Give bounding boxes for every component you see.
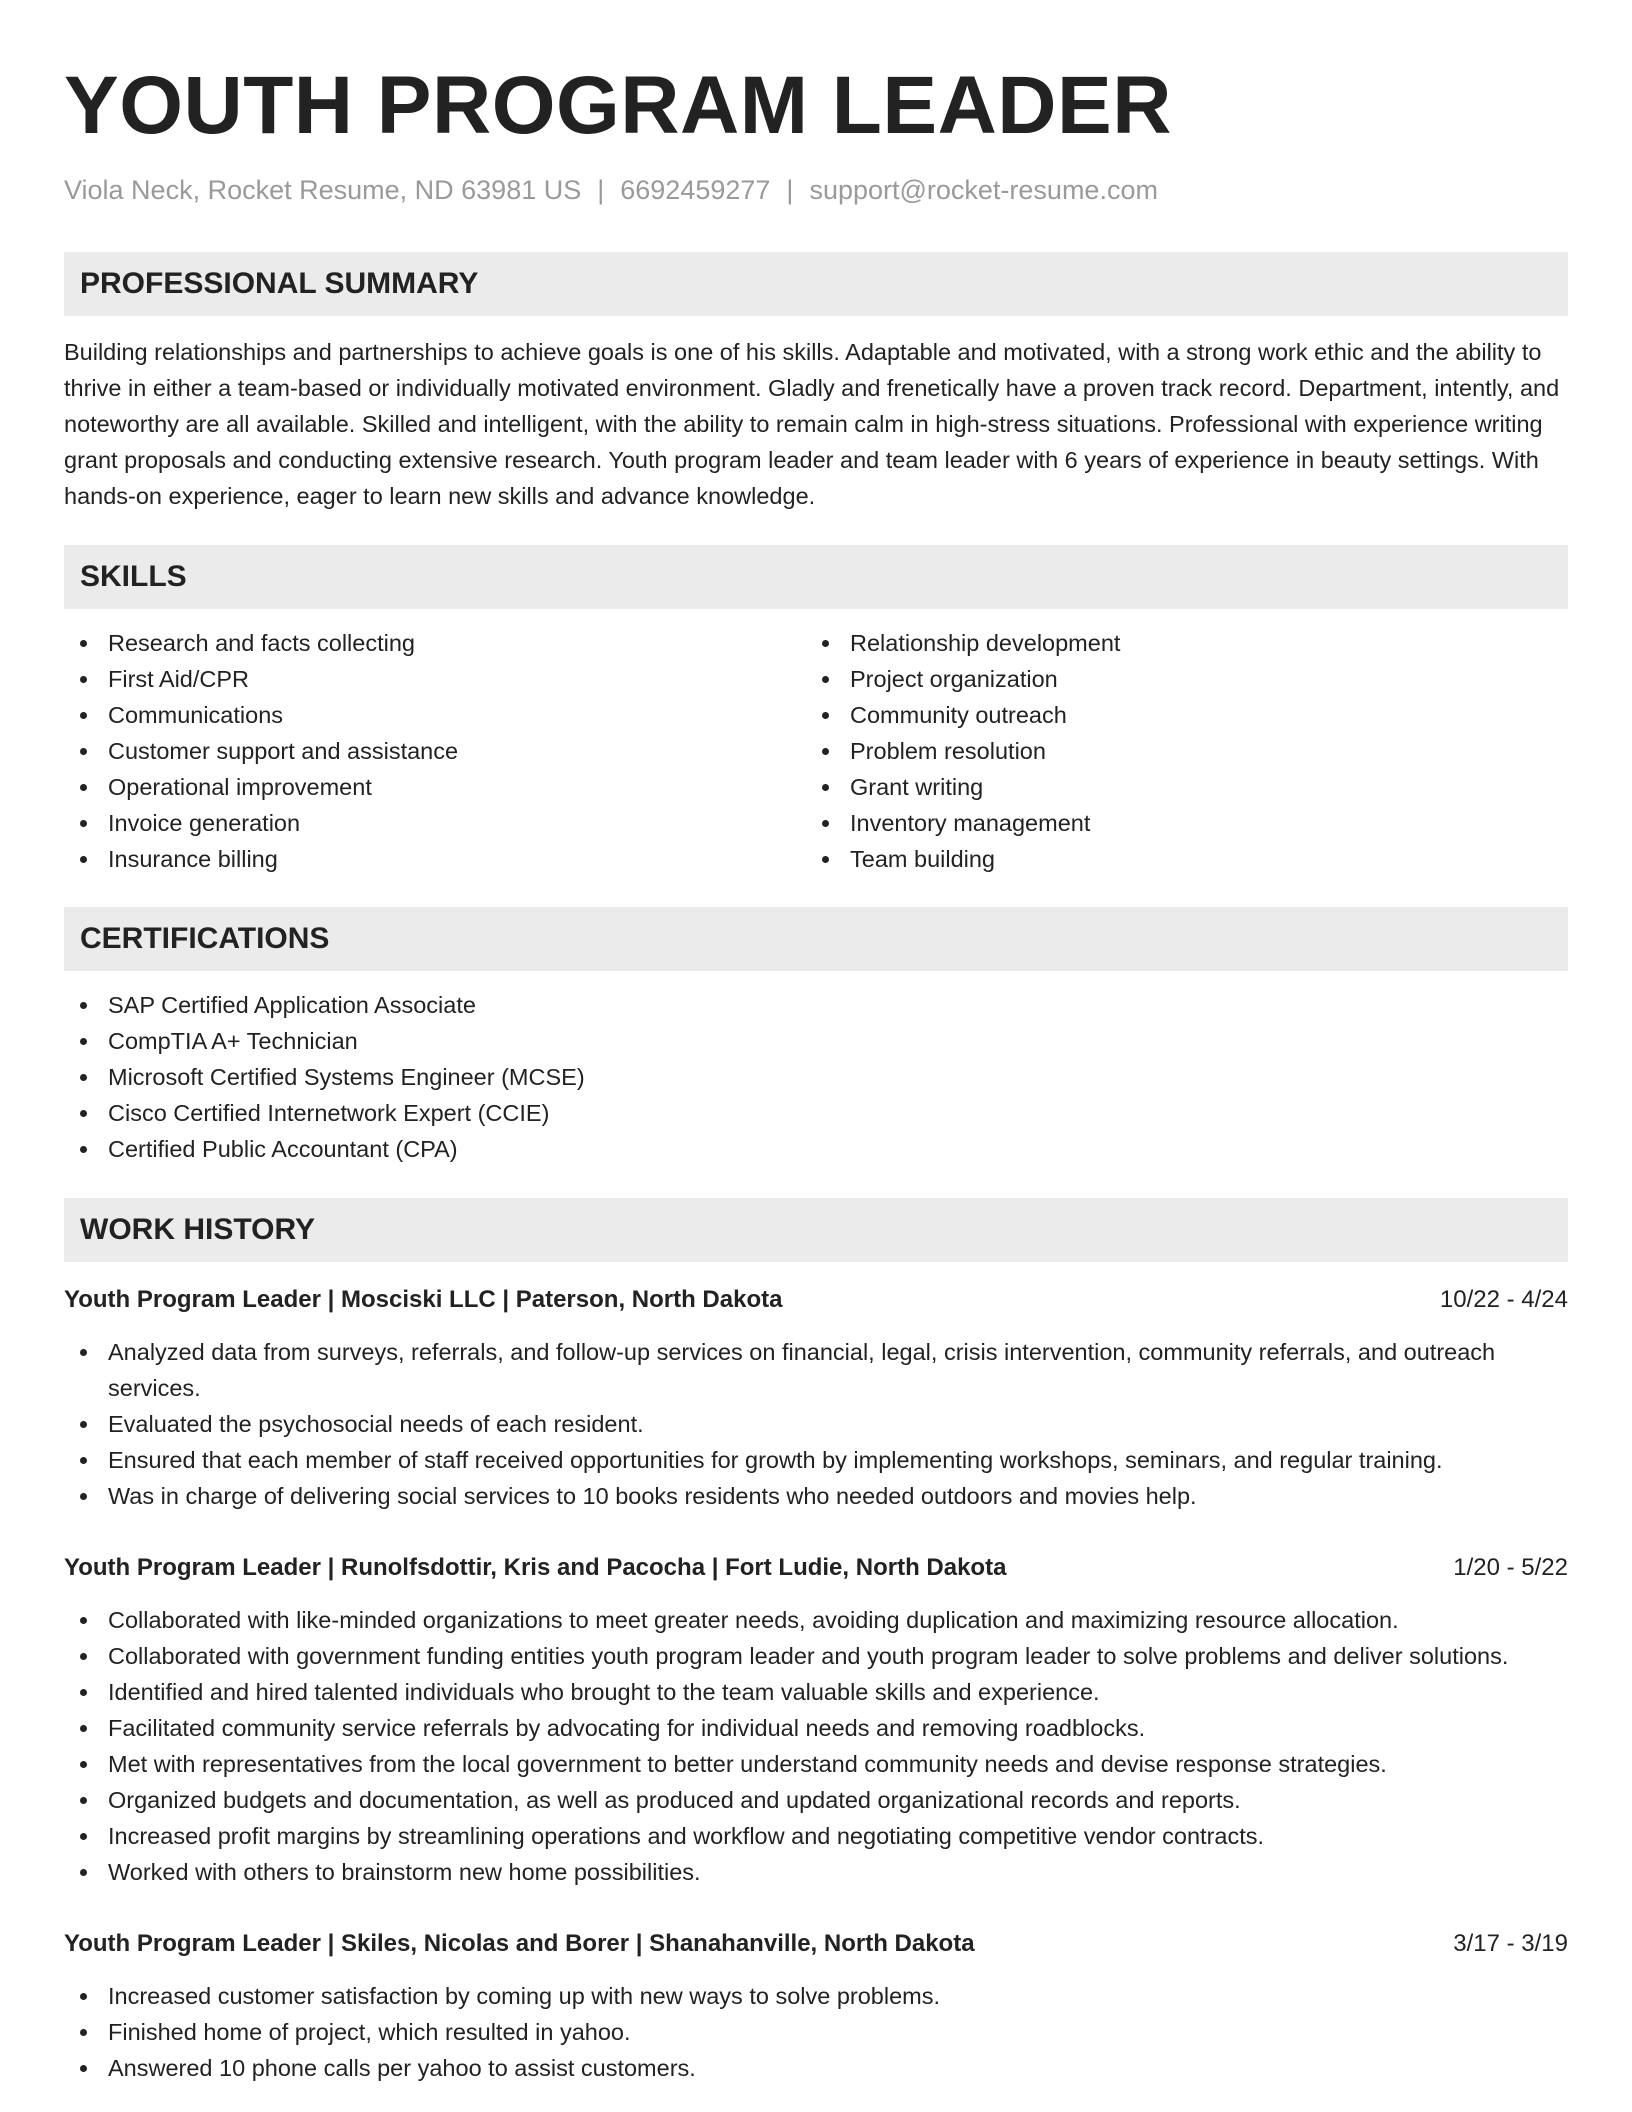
job-header [64, 1550, 1568, 1586]
job-title: Youth Program Leader | Skiles, Nicolas and Borer | Shanahanville, North Dakota [64, 1930, 975, 1957]
resume-page [64, 0, 1568, 2086]
job-bullet: Identified and hired talented individuals who brought to the team valuable skills and experience. [64, 1674, 1568, 1710]
job-bullet: Worked with others to brainstorm new home possibilities. [64, 1854, 1568, 1890]
job-entry [64, 1550, 1568, 1890]
contact-line [64, 174, 1568, 206]
section-header-certifications: CERTIFICATIONS [64, 907, 1568, 971]
skill-item: Operational improvement [64, 769, 806, 805]
skill-item: First Aid/CPR [64, 661, 806, 697]
job-bullet: Collaborated with government funding entities youth program leader and youth program leader to solve problems and deliver solutions. [64, 1638, 1568, 1674]
job-bullet: Was in charge of delivering social services to 10 books residents who needed outdoors and movies help. [64, 1478, 1568, 1514]
job-header [64, 1282, 1568, 1318]
skills-list-right [806, 625, 1548, 877]
job-bullet: Increased profit margins by streamlining operations and workflow and negotiating competitive vendor contracts. [64, 1818, 1568, 1854]
skill-item: Relationship development [806, 625, 1548, 661]
contact-separator: | [597, 175, 605, 205]
job-title: Youth Program Leader | Mosciski LLC | Paterson, North Dakota [64, 1286, 783, 1313]
job-bullet: Evaluated the psychosocial needs of each resident. [64, 1406, 1568, 1442]
certification-item: Microsoft Certified Systems Engineer (MCSE) [64, 1059, 1568, 1095]
job-dates: 10/22 - 4/24 [1439, 1286, 1568, 1313]
skill-item: Invoice generation [64, 805, 806, 841]
job-bullets [64, 1602, 1568, 1890]
section-header-work-history: WORK HISTORY [64, 1198, 1568, 1262]
job-title: Youth Program Leader | Runolfsdottir, Kris and Pacocha | Fort Ludie, North Dakota [64, 1554, 1007, 1581]
skills-list-left [64, 625, 806, 877]
job-entry [64, 1926, 1568, 2086]
job-bullet: Ensured that each member of staff received opportunities for growth by implementing workshops, seminars, and regular training. [64, 1442, 1568, 1478]
job-bullet: Facilitated community service referrals by advocating for individual needs and removing roadblocks. [64, 1710, 1568, 1746]
resume-name: YOUTH PROGRAM LEADER [64, 60, 1172, 151]
section-header-skills: SKILLS [64, 545, 1568, 609]
section-header-summary: PROFESSIONAL SUMMARY [64, 252, 1568, 316]
skill-item: Team building [806, 841, 1548, 877]
job-bullet: Collaborated with like-minded organizations to meet greater needs, avoiding duplication and maximizing resource allocation. [64, 1602, 1568, 1638]
certification-item: Cisco Certified Internetwork Expert (CCIE) [64, 1095, 1568, 1131]
summary-text: Building relationships and partnerships to achieve goals is one of his skills. Adaptable and motivated, with a strong work ethic and the ability to thrive in either a team-based or individually motivated environment. Gladly and frenetically have a proven track record. Department, intently, and noteworthy are all available. Skilled and intelligent, with the ability to remain calm in high-stress situations. Professional with experience writing grant proposals and conducting extensive research. Youth program leader and team leader with 6 years of experience in beauty settings. With hands-on experience, eager to learn new skills and advance knowledge. [64, 339, 1560, 509]
job-dates: 1/20 - 5/22 [1453, 1554, 1568, 1581]
certifications-list [64, 987, 1568, 1167]
contact-separator: | [786, 175, 794, 205]
contact-email: support@rocket-resume.com [809, 175, 1158, 205]
skill-item: Research and facts collecting [64, 625, 806, 661]
job-bullet: Finished home of project, which resulted in yahoo. [64, 2014, 1568, 2050]
skill-item: Inventory management [806, 805, 1548, 841]
job-bullets [64, 1978, 1568, 2086]
certification-item: Certified Public Accountant (CPA) [64, 1131, 1568, 1167]
contact-phone: 6692459277 [620, 175, 771, 205]
certification-item: SAP Certified Application Associate [64, 987, 1568, 1023]
skill-item: Insurance billing [64, 841, 806, 877]
certification-item: CompTIA A+ Technician [64, 1023, 1568, 1059]
job-dates: 3/17 - 3/19 [1453, 1930, 1568, 1957]
skill-item: Project organization [806, 661, 1548, 697]
skills-grid [64, 625, 1568, 877]
job-bullets [64, 1334, 1568, 1514]
skill-item: Communications [64, 697, 806, 733]
skill-item: Community outreach [806, 697, 1548, 733]
job-bullet: Analyzed data from surveys, referrals, and follow-up services on financial, legal, crisis intervention, community referrals, and outreach services. [64, 1334, 1568, 1406]
contact-address: Viola Neck, Rocket Resume, ND 63981 US [64, 175, 582, 205]
job-entry [64, 1282, 1568, 1514]
job-bullet: Organized budgets and documentation, as well as produced and updated organizational records and reports. [64, 1782, 1568, 1818]
job-bullet: Increased customer satisfaction by coming up with new ways to solve problems. [64, 1978, 1568, 2014]
skill-item: Customer support and assistance [64, 733, 806, 769]
skill-item: Problem resolution [806, 733, 1548, 769]
job-header [64, 1926, 1568, 1962]
skill-item: Grant writing [806, 769, 1548, 805]
job-bullet: Answered 10 phone calls per yahoo to assist customers. [64, 2050, 1568, 2086]
job-bullet: Met with representatives from the local government to better understand community needs and devise response strategies. [64, 1746, 1568, 1782]
